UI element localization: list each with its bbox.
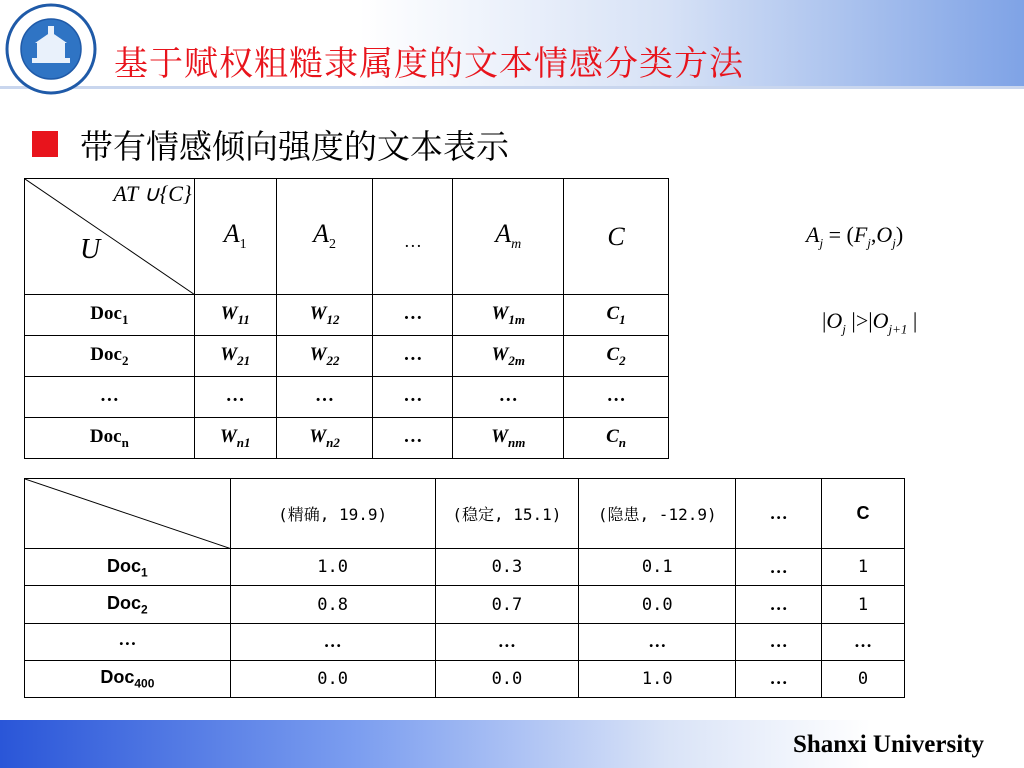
row-label: Doc$_n$ (25, 418, 195, 459)
table-cell: … (230, 623, 435, 660)
table-cell: $C_2$ (564, 336, 669, 377)
column-header: C (822, 479, 905, 549)
table-row (25, 660, 905, 697)
table-cell: … (194, 377, 276, 418)
diagonal-header-cell (25, 479, 231, 549)
table-cell: 1.0 (230, 549, 435, 586)
table-cell: 0.1 (579, 549, 736, 586)
table-cell: … (736, 660, 822, 697)
table-cell: … (435, 623, 579, 660)
table-cell: 0.7 (435, 586, 579, 623)
table-row (25, 418, 669, 459)
table-cell: … (373, 377, 453, 418)
column-header: $A_2$ (276, 179, 373, 295)
table-cell: … (736, 549, 822, 586)
row-label: Doc$_1$ (25, 549, 231, 586)
corner-top-label: AT ∪{C} (113, 181, 192, 206)
table-cell: … (373, 295, 453, 336)
table-cell: … (579, 623, 736, 660)
row-label: Doc$_1$ (25, 295, 195, 336)
example-weight-table (24, 478, 905, 698)
column-header: (稳定, 15.1) (435, 479, 579, 549)
column-header: $A_1$ (194, 179, 276, 295)
table-row (25, 336, 669, 377)
column-header: … (736, 479, 822, 549)
table-row (25, 586, 905, 623)
table-cell: 1 (822, 549, 905, 586)
table-cell: … (736, 586, 822, 623)
table-cell: $W_{n1}$ (194, 418, 276, 459)
table-row (25, 549, 905, 586)
bullet-text: 带有情感倾向强度的文本表示 (80, 126, 509, 166)
table-row (25, 295, 669, 336)
table-cell: 1 (822, 586, 905, 623)
table-cell: $C_n$ (564, 418, 669, 459)
formula-oj-ordering: $|O_j$ $|>|O_{j+1}$ | (822, 308, 918, 337)
table-cell: $W_{nm}$ (453, 418, 564, 459)
table-cell: … (564, 377, 669, 418)
table-cell: $W_{11}$ (194, 295, 276, 336)
table-cell: … (822, 623, 905, 660)
table-cell: $W_{22}$ (276, 336, 373, 377)
slide-title: 基于赋权粗糙隶属度的文本情感分类方法 (114, 44, 744, 84)
row-label: Doc$_{400}$ (25, 660, 231, 697)
column-header: $A_m$ (453, 179, 564, 295)
university-seal-logo (4, 2, 98, 96)
formula-aj: $A_j = (F_j,O_j)$ (806, 222, 904, 251)
table-cell: $W_{1m}$ (453, 295, 564, 336)
table-cell: 0.8 (230, 586, 435, 623)
table-cell: $W_{21}$ (194, 336, 276, 377)
table-cell: 0.0 (435, 660, 579, 697)
column-header: (精确, 19.9) (230, 479, 435, 549)
table-cell: $W_{n2}$ (276, 418, 373, 459)
column-header: (隐患, -12.9) (579, 479, 736, 549)
diagonal-header-cell (25, 179, 195, 295)
table-cell: 0.0 (579, 586, 736, 623)
table-cell: 0 (822, 660, 905, 697)
row-label: Doc$_2$ (25, 586, 231, 623)
bullet-row (32, 124, 509, 164)
table-row (25, 377, 669, 418)
table-cell: $C_1$ (564, 295, 669, 336)
column-header: C (564, 179, 669, 295)
column-header: … (373, 179, 453, 295)
table-cell: 0.3 (435, 549, 579, 586)
table-cell: … (736, 623, 822, 660)
corner-bottom-label: U (80, 234, 101, 265)
row-label: … (25, 623, 231, 660)
table-row (25, 623, 905, 660)
table-cell: … (276, 377, 373, 418)
row-label: … (25, 377, 195, 418)
table-cell: 1.0 (579, 660, 736, 697)
table-cell: … (373, 336, 453, 377)
red-square-bullet-icon (32, 131, 58, 157)
table-cell: $W_{2m}$ (453, 336, 564, 377)
text-representation-table (24, 178, 669, 459)
table-cell: 0.0 (230, 660, 435, 697)
table-cell: … (373, 418, 453, 459)
table-cell: … (453, 377, 564, 418)
footer-university-name: Shanxi University (792, 731, 984, 758)
header-divider (0, 86, 1024, 89)
table-cell: $W_{12}$ (276, 295, 373, 336)
row-label: Doc$_2$ (25, 336, 195, 377)
